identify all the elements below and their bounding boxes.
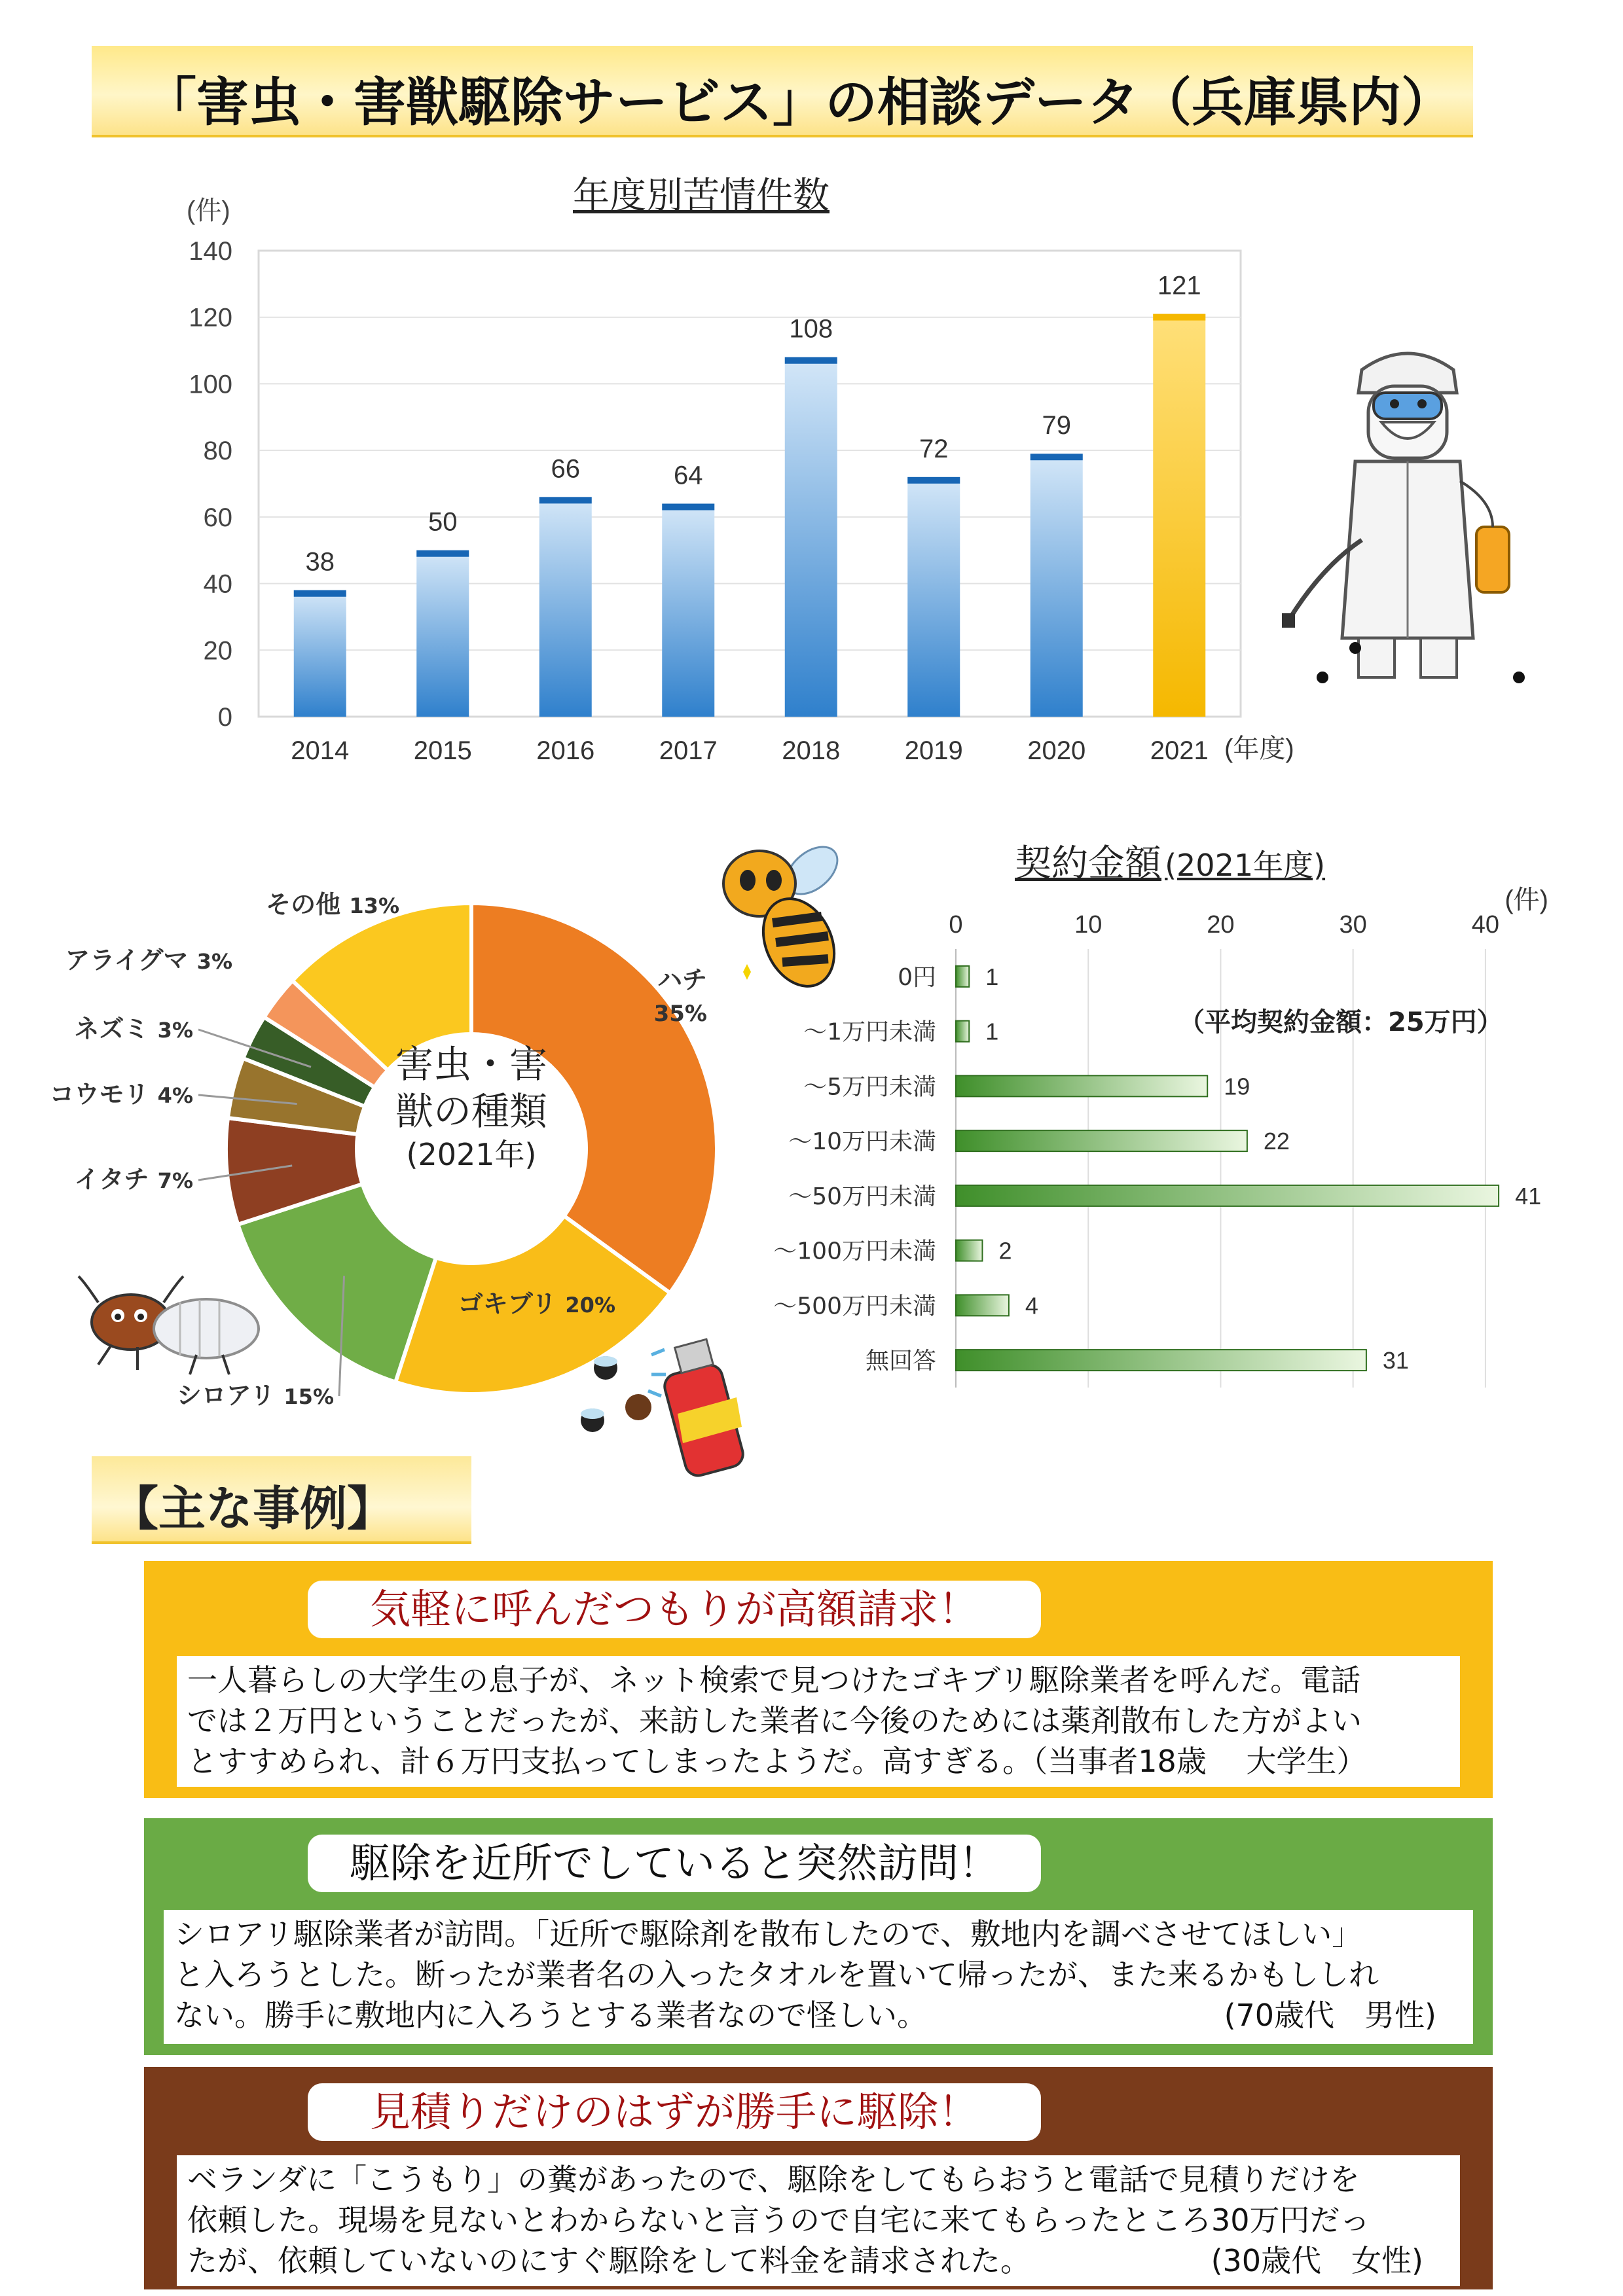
exterminator-illustration <box>1277 331 1552 697</box>
x-tick-label: 2018 <box>782 736 841 765</box>
x-tick-label: 2020 <box>1027 736 1086 765</box>
bar-～1万円未満 <box>956 1021 969 1042</box>
case-text-3 <box>177 2155 1460 2286</box>
category-label: 0円 <box>898 963 936 991</box>
case-2-line-3: ない。勝手に敷地内に入ろうとする業者なので怪しい。 <box>174 1998 927 2033</box>
slice-pct: 13% <box>349 893 399 918</box>
y-tick-label: 60 <box>203 503 232 532</box>
x-tick-label: 2016 <box>536 736 595 765</box>
bar-2021 <box>1153 314 1205 717</box>
case-1-line-3: とすすめられ、計６万円支払ってしまったようだ。高すぎる。（当事者18歳 大学生） <box>187 1744 1367 1779</box>
bar-value-label: 64 <box>674 461 703 490</box>
x-unit-label: (年度) <box>1224 734 1294 763</box>
bar-value-label: 38 <box>305 547 335 577</box>
bar-～100万円未満 <box>956 1240 982 1261</box>
case-1-line-2: では２万円ということだったが、来訪した業者に今後のためには薬剤散布した方がよい <box>187 1703 1362 1738</box>
case-title-1: 気軽に呼んだつもりが高額請求！ <box>308 1581 1041 1638</box>
slice-label-text: その他 <box>266 890 350 919</box>
case-title-3: 見積りだけのはずが勝手に駆除！ <box>308 2083 1041 2141</box>
case-2-line-2: と入ろうとした。断ったが業者名の入ったタオルを置いて帰ったが、また来るかもししれ <box>174 1957 1379 1992</box>
x-unit-label: (件) <box>1504 886 1548 914</box>
x-tick-label: 2017 <box>659 736 718 765</box>
slice-label <box>458 1289 615 1318</box>
x-tick-label: 2019 <box>904 736 963 765</box>
slice-label-text: シロアリ <box>176 1381 284 1410</box>
slice-label <box>74 1165 193 1194</box>
average-contract-note: （平均契約金額：25万円） <box>1178 1007 1503 1037</box>
case-card-3 <box>144 2067 1493 2289</box>
bar-無回答 <box>956 1350 1366 1371</box>
slice-label <box>266 890 399 919</box>
slice-pct: 4% <box>157 1083 193 1108</box>
bar-2014 <box>294 590 346 717</box>
category-label: ～100万円未満 <box>773 1238 936 1265</box>
y-tick-label: 140 <box>189 237 232 266</box>
case-text-1 <box>177 1656 1460 1787</box>
bar-value-label: 72 <box>919 434 949 463</box>
category-label: 無回答 <box>865 1348 936 1375</box>
bar-2016 <box>539 497 592 717</box>
contract-chart-title: 契約金額 <box>1015 842 1161 885</box>
bar-value-label: 31 <box>1382 1347 1409 1374</box>
bar-cap-2016 <box>539 497 592 503</box>
donut-center-label <box>393 1041 550 1174</box>
category-label: ～10万円未満 <box>788 1128 936 1156</box>
case-text-2 <box>164 1910 1473 2044</box>
contract-chart-subtitle: (2021年度) <box>1165 848 1326 883</box>
y-tick-label: 20 <box>203 636 232 666</box>
category-label: ～5万円未満 <box>803 1073 936 1101</box>
bar-2015 <box>416 550 469 717</box>
slice-label <box>74 1014 193 1043</box>
slice-label: ハチ <box>657 965 707 994</box>
bar-value-label: 66 <box>551 454 580 484</box>
plot-area <box>259 251 1241 717</box>
bar-value-label: 19 <box>1224 1073 1250 1100</box>
cases-heading-banner <box>92 1456 471 1544</box>
bar-value-label: 4 <box>1025 1292 1038 1319</box>
case-3-line-1: ベランダに「こうもり」の糞があったので、駆除をしてもらおうと電話で見積りだけを <box>187 2162 1360 2197</box>
bar-2019 <box>907 477 960 717</box>
contract-bar-chart <box>720 877 1623 1414</box>
complaints-chart-title: 年度別苦情件数 <box>573 175 830 217</box>
slice-label-text: アライグマ <box>65 946 197 975</box>
slice-pct: 15% <box>283 1384 334 1409</box>
bar-value-label: 41 <box>1515 1182 1542 1210</box>
x-tick-label: 30 <box>1339 911 1367 939</box>
x-tick-label: 40 <box>1471 911 1500 939</box>
x-tick-label: 2015 <box>413 736 472 765</box>
bar-cap-2019 <box>907 477 960 484</box>
y-tick-label: 80 <box>203 437 232 466</box>
category-label: ～500万円未満 <box>773 1293 936 1320</box>
page-title: 「害虫・害獣駆除サービス」の相談データ（兵庫県内） <box>144 72 1453 133</box>
case-card-2 <box>144 1818 1493 2055</box>
y-tick-label: 40 <box>203 569 232 599</box>
y-tick-label: 120 <box>189 303 232 332</box>
bar-value-label: 22 <box>1263 1128 1290 1155</box>
bar-value-label: 50 <box>428 507 458 537</box>
bar-value-label: 1 <box>985 1018 999 1045</box>
bar-2020 <box>1030 454 1083 717</box>
title-banner <box>92 46 1473 137</box>
bar-value-label: 108 <box>789 314 833 344</box>
slice-label-text: コウモリ <box>49 1080 158 1109</box>
slice-label-text: ネズミ <box>74 1014 158 1043</box>
slice-pct: 7% <box>157 1168 193 1193</box>
donut-center-line1: 害虫・害 <box>395 1042 547 1086</box>
slice-label <box>177 1381 334 1410</box>
slice-pct: 3% <box>196 949 232 974</box>
case-2-line-1: シロアリ駆除業者が訪問。「近所で駆除剤を散布したので、敷地内を調べさせてほしい」 <box>174 1916 1362 1952</box>
y-tick-label: 100 <box>189 370 232 399</box>
slice-label-text: ゴキブリ <box>458 1289 566 1318</box>
donut-center-line3: (2021年) <box>406 1137 537 1172</box>
bar-cap-2021 <box>1153 314 1205 321</box>
bar-2018 <box>785 357 837 717</box>
slice-label <box>49 1080 193 1109</box>
x-tick-label: 2014 <box>291 736 350 765</box>
case-card-1 <box>144 1561 1493 1798</box>
bar-cap-2018 <box>785 357 837 364</box>
bar-value-label: 121 <box>1157 271 1201 300</box>
y-tick-label: 0 <box>217 703 232 732</box>
bar-value-label: 1 <box>985 963 999 990</box>
slice-label <box>65 946 232 975</box>
bar-0円 <box>956 966 969 987</box>
x-tick-label: 2021 <box>1150 736 1209 765</box>
case-1-line-1: 一人暮らしの大学生の息子が、ネット検索で見つけたゴキブリ駆除業者を呼んだ。電話 <box>187 1662 1361 1698</box>
termite-illustration <box>72 1263 268 1381</box>
bar-～10万円未満 <box>956 1130 1247 1151</box>
case-3-line-2: 依頼した。現場を見ないとわからないと言うので自宅に来てもらったところ30万円だっ <box>187 2202 1370 2238</box>
bar-cap-2017 <box>662 504 714 511</box>
donut-center-line2: 獣の種類 <box>395 1089 547 1134</box>
bar-cap-2014 <box>294 590 346 597</box>
case-title-2: 駆除を近所でしていると突然訪問！ <box>308 1835 1041 1892</box>
bar-cap-2020 <box>1030 454 1083 460</box>
bar-cap-2015 <box>416 550 469 557</box>
y-unit-label: (件) <box>187 196 230 225</box>
bar-value-label: 79 <box>1042 411 1071 440</box>
bar-2017 <box>662 504 714 717</box>
cases-heading: 【主な事例】 <box>111 1481 395 1536</box>
bar-～500万円未満 <box>956 1295 1009 1316</box>
case-3-person: (30歳代 女性) <box>1211 2243 1423 2278</box>
complaints-bar-chart <box>0 183 1362 772</box>
category-label: ～50万円未満 <box>788 1183 936 1210</box>
slice-label-text: イタチ <box>74 1165 158 1194</box>
bar-value-label: 2 <box>998 1237 1012 1265</box>
case-3-line-3: たが、依頼していないのにすぐ駆除をして料金を請求された。 <box>187 2243 1030 2278</box>
bar-～50万円未満 <box>956 1185 1499 1206</box>
slice-pct: 3% <box>157 1018 193 1043</box>
category-label: ～1万円未満 <box>803 1018 936 1046</box>
bar-～5万円未満 <box>956 1075 1207 1096</box>
x-tick-label: 20 <box>1207 911 1235 939</box>
slice-pct: 35% <box>653 1001 707 1027</box>
x-tick-label: 10 <box>1074 911 1103 939</box>
x-tick-label: 0 <box>949 911 963 939</box>
case-2-person: (70歳代 男性) <box>1224 1998 1436 2033</box>
slice-pct: 20% <box>565 1293 615 1318</box>
